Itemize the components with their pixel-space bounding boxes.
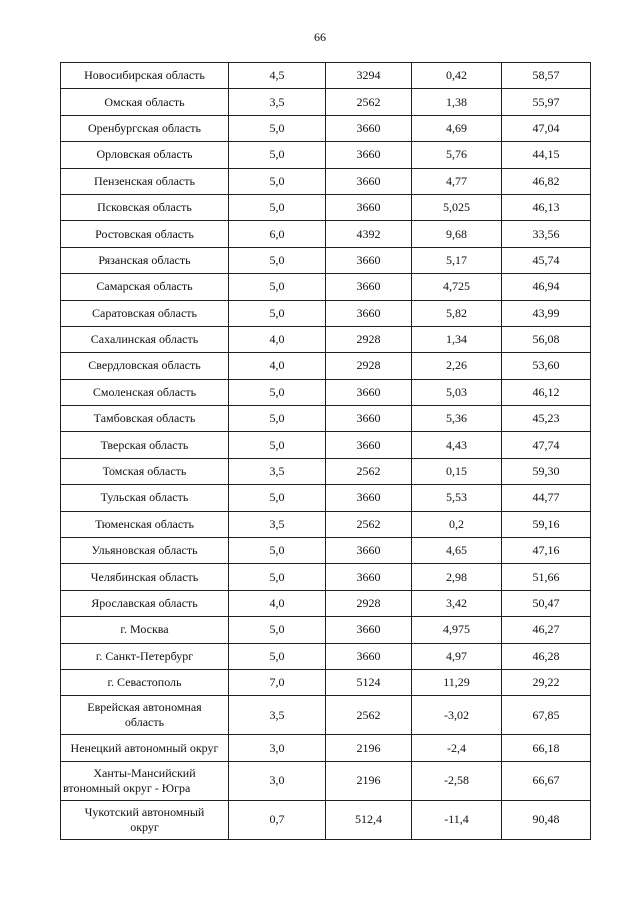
region-line: втономный округ - Югра: [63, 780, 191, 795]
value-cell: 3660: [326, 274, 412, 300]
value-cell: 51,66: [502, 564, 591, 590]
table-row: [61, 379, 591, 405]
value-cell: 5,0: [229, 485, 326, 511]
value-cell: 2196: [326, 735, 412, 761]
value-cell: 2928: [326, 353, 412, 379]
table-row: [61, 432, 591, 458]
value-cell: 67,85: [502, 696, 591, 735]
value-cell: 66,67: [502, 761, 591, 800]
table-body: [61, 63, 591, 840]
value-cell: 9,68: [412, 221, 502, 247]
region-cell: г. Санкт-Петербург: [61, 643, 229, 669]
value-cell: 5,82: [412, 300, 502, 326]
value-cell: 5,0: [229, 247, 326, 273]
table-row: [61, 300, 591, 326]
value-cell: 2,98: [412, 564, 502, 590]
value-cell: 5,0: [229, 379, 326, 405]
value-cell: -2,58: [412, 761, 502, 800]
value-cell: 4,43: [412, 432, 502, 458]
region-cell: Рязанская область: [61, 247, 229, 273]
region-line: округ: [130, 819, 159, 834]
value-cell: 11,29: [412, 669, 502, 695]
value-cell: 29,22: [502, 669, 591, 695]
region-cell: Челябинская область: [61, 564, 229, 590]
value-cell: 3660: [326, 564, 412, 590]
region-cell: [61, 761, 229, 800]
value-cell: 90,48: [502, 800, 591, 839]
region-cell: Тульская область: [61, 485, 229, 511]
table-row: [61, 735, 591, 761]
value-cell: 5,0: [229, 142, 326, 168]
region-cell: Ненецкий автономный округ: [61, 735, 229, 761]
value-cell: 47,04: [502, 115, 591, 141]
value-cell: 0,7: [229, 800, 326, 839]
value-cell: 0,2: [412, 511, 502, 537]
region-cell: Тюменская область: [61, 511, 229, 537]
value-cell: 3660: [326, 538, 412, 564]
table-row: [61, 800, 591, 839]
value-cell: 5,76: [412, 142, 502, 168]
value-cell: 3660: [326, 432, 412, 458]
value-cell: 3,5: [229, 511, 326, 537]
region-cell: Ярославская область: [61, 590, 229, 616]
value-cell: 6,0: [229, 221, 326, 247]
page-number: 66: [314, 30, 326, 44]
value-cell: -11,4: [412, 800, 502, 839]
value-cell: 5124: [326, 669, 412, 695]
value-cell: 2928: [326, 326, 412, 352]
region-cell: Тверская область: [61, 432, 229, 458]
value-cell: 47,74: [502, 432, 591, 458]
value-cell: 2,26: [412, 353, 502, 379]
value-cell: 3660: [326, 406, 412, 432]
region-cell: Пензенская область: [61, 168, 229, 194]
value-cell: 3660: [326, 115, 412, 141]
value-cell: 3,0: [229, 761, 326, 800]
value-cell: 2562: [326, 458, 412, 484]
region-cell: Самарская область: [61, 274, 229, 300]
value-cell: 4,0: [229, 326, 326, 352]
table-row: [61, 617, 591, 643]
value-cell: 3294: [326, 63, 412, 89]
value-cell: 5,0: [229, 115, 326, 141]
table-row: [61, 696, 591, 735]
region-cell: Ульяновская область: [61, 538, 229, 564]
value-cell: 0,15: [412, 458, 502, 484]
value-cell: 3660: [326, 379, 412, 405]
value-cell: 5,03: [412, 379, 502, 405]
value-cell: 1,38: [412, 89, 502, 115]
table-row: [61, 142, 591, 168]
value-cell: 5,36: [412, 406, 502, 432]
value-cell: 3,42: [412, 590, 502, 616]
value-cell: 7,0: [229, 669, 326, 695]
table-row: [61, 590, 591, 616]
region-line: Еврейская автономная: [87, 700, 202, 715]
value-cell: 5,0: [229, 406, 326, 432]
value-cell: 46,27: [502, 617, 591, 643]
value-cell: 5,0: [229, 274, 326, 300]
region-line: Ханты-Мансийский: [93, 765, 196, 780]
value-cell: 46,13: [502, 194, 591, 220]
value-cell: 4,65: [412, 538, 502, 564]
region-cell: [61, 696, 229, 735]
value-cell: 5,17: [412, 247, 502, 273]
region-cell: Томская область: [61, 458, 229, 484]
region-line: Чукотский автономный: [84, 804, 205, 819]
region-cell: Тамбовская область: [61, 406, 229, 432]
value-cell: 46,82: [502, 168, 591, 194]
value-cell: 4,975: [412, 617, 502, 643]
value-cell: 53,60: [502, 353, 591, 379]
value-cell: 3,0: [229, 735, 326, 761]
value-cell: 5,53: [412, 485, 502, 511]
table-row: [61, 511, 591, 537]
value-cell: 3660: [326, 300, 412, 326]
region-cell: Ростовская область: [61, 221, 229, 247]
value-cell: 2562: [326, 89, 412, 115]
value-cell: 2562: [326, 696, 412, 735]
value-cell: 0,42: [412, 63, 502, 89]
value-cell: 5,0: [229, 168, 326, 194]
value-cell: 45,74: [502, 247, 591, 273]
table-row: [61, 564, 591, 590]
value-cell: 4,97: [412, 643, 502, 669]
table-row: [61, 274, 591, 300]
value-cell: 46,28: [502, 643, 591, 669]
table-row: [61, 89, 591, 115]
value-cell: 3660: [326, 194, 412, 220]
value-cell: 4,725: [412, 274, 502, 300]
value-cell: 58,57: [502, 63, 591, 89]
table-row: [61, 761, 591, 800]
value-cell: 2928: [326, 590, 412, 616]
value-cell: 45,23: [502, 406, 591, 432]
value-cell: 59,16: [502, 511, 591, 537]
table-row: [61, 115, 591, 141]
value-cell: 5,025: [412, 194, 502, 220]
table-row: [61, 485, 591, 511]
value-cell: 4392: [326, 221, 412, 247]
value-cell: 56,08: [502, 326, 591, 352]
value-cell: 5,0: [229, 564, 326, 590]
value-cell: 59,30: [502, 458, 591, 484]
value-cell: 50,47: [502, 590, 591, 616]
region-cell: Орловская область: [61, 142, 229, 168]
value-cell: 33,56: [502, 221, 591, 247]
region-cell: Омская область: [61, 89, 229, 115]
value-cell: 1,34: [412, 326, 502, 352]
value-cell: 2196: [326, 761, 412, 800]
table-row: [61, 353, 591, 379]
value-cell: 43,99: [502, 300, 591, 326]
value-cell: 47,16: [502, 538, 591, 564]
table-row: [61, 221, 591, 247]
value-cell: 5,0: [229, 432, 326, 458]
value-cell: 4,77: [412, 168, 502, 194]
value-cell: 3,5: [229, 458, 326, 484]
value-cell: 3,5: [229, 89, 326, 115]
value-cell: 44,77: [502, 485, 591, 511]
table-row: [61, 406, 591, 432]
table-row: [61, 669, 591, 695]
value-cell: 4,69: [412, 115, 502, 141]
value-cell: 44,15: [502, 142, 591, 168]
regions-table: [60, 62, 591, 840]
value-cell: 3660: [326, 643, 412, 669]
value-cell: 5,0: [229, 300, 326, 326]
region-cell: Смоленская область: [61, 379, 229, 405]
value-cell: 66,18: [502, 735, 591, 761]
value-cell: 4,0: [229, 353, 326, 379]
region-cell: Оренбургская область: [61, 115, 229, 141]
value-cell: 3,5: [229, 696, 326, 735]
value-cell: 46,12: [502, 379, 591, 405]
table-row: [61, 326, 591, 352]
table-row: [61, 63, 591, 89]
table-row: [61, 247, 591, 273]
region-cell: Новосибирская область: [61, 63, 229, 89]
value-cell: 5,0: [229, 194, 326, 220]
region-cell: Псковская область: [61, 194, 229, 220]
region-line: область: [124, 715, 165, 730]
value-cell: 5,0: [229, 617, 326, 643]
table-row: [61, 458, 591, 484]
value-cell: 512,4: [326, 800, 412, 839]
region-cell: г. Москва: [61, 617, 229, 643]
value-cell: 55,97: [502, 89, 591, 115]
table-row: [61, 168, 591, 194]
value-cell: 5,0: [229, 538, 326, 564]
value-cell: 3660: [326, 247, 412, 273]
value-cell: -3,02: [412, 696, 502, 735]
table-row: [61, 194, 591, 220]
value-cell: 46,94: [502, 274, 591, 300]
region-cell: [61, 800, 229, 839]
table-row: [61, 538, 591, 564]
value-cell: 4,0: [229, 590, 326, 616]
value-cell: 3660: [326, 168, 412, 194]
region-cell: Сахалинская область: [61, 326, 229, 352]
value-cell: 2562: [326, 511, 412, 537]
value-cell: 3660: [326, 617, 412, 643]
value-cell: 3660: [326, 142, 412, 168]
table-row: [61, 643, 591, 669]
value-cell: 4,5: [229, 63, 326, 89]
region-cell: г. Севастополь: [61, 669, 229, 695]
region-cell: Свердловская область: [61, 353, 229, 379]
value-cell: 3660: [326, 485, 412, 511]
region-cell: Саратовская область: [61, 300, 229, 326]
value-cell: 5,0: [229, 643, 326, 669]
value-cell: -2,4: [412, 735, 502, 761]
